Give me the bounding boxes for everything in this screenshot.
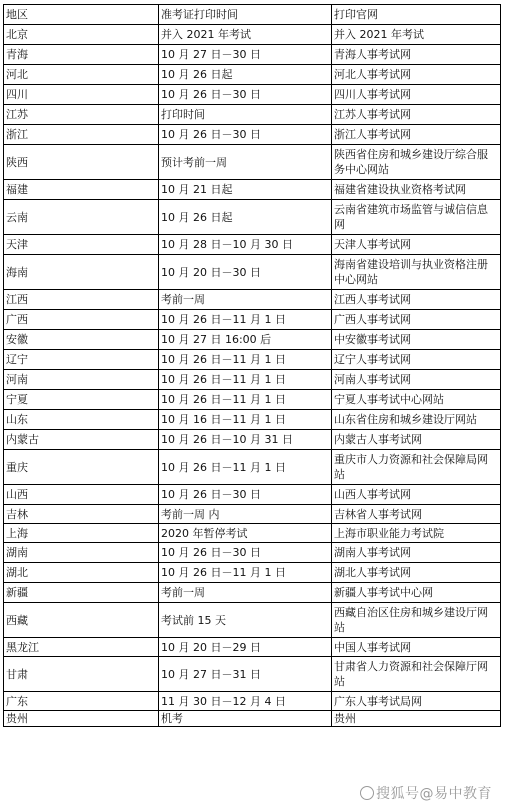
cell-print-time: 11 月 30 日－12 月 4 日 [159, 692, 332, 711]
cell-region: 安徽 [4, 330, 159, 350]
cell-print-time: 并入 2021 年考试 [159, 25, 332, 45]
exam-ticket-table-sheet [3, 4, 500, 727]
cell-official-site: 西藏自治区住房和城乡建设厅网站 [332, 603, 501, 638]
cell-print-time: 10 月 26 日起 [159, 65, 332, 85]
table-row [4, 505, 501, 524]
table-row [4, 583, 501, 603]
cell-official-site: 山西人事考试网 [332, 485, 501, 505]
cell-official-site: 云南省建筑市场监管与诚信信息网 [332, 200, 501, 235]
cell-region: 贵州 [4, 711, 159, 727]
cell-region: 西藏 [4, 603, 159, 638]
cell-print-time: 10 月 20 日－29 日 [159, 638, 332, 657]
cell-print-time: 预计考前一周 [159, 145, 332, 180]
cell-region: 重庆 [4, 450, 159, 485]
cell-print-time: 10 月 21 日起 [159, 180, 332, 200]
cell-print-time: 10 月 26 日－10 月 31 日 [159, 430, 332, 450]
cell-official-site: 新疆人事考试中心网 [332, 583, 501, 603]
cell-region: 山东 [4, 410, 159, 430]
table-row [4, 524, 501, 543]
cell-region: 福建 [4, 180, 159, 200]
table-row [4, 105, 501, 125]
cell-print-time: 机考 [159, 711, 332, 727]
cell-official-site: 河北人事考试网 [332, 65, 501, 85]
table-row [4, 330, 501, 350]
cell-region: 湖北 [4, 563, 159, 583]
cell-region: 北京 [4, 25, 159, 45]
table-row [4, 450, 501, 485]
cell-print-time: 考前一周 [159, 583, 332, 603]
table-row [4, 370, 501, 390]
cell-official-site: 吉林省人事考试网 [332, 505, 501, 524]
cell-print-time: 10 月 26 日－30 日 [159, 485, 332, 505]
table-row [4, 410, 501, 430]
cell-region: 山西 [4, 485, 159, 505]
cell-official-site: 四川人事考试网 [332, 85, 501, 105]
table-row [4, 25, 501, 45]
cell-official-site: 山东省住房和城乡建设厅网站 [332, 410, 501, 430]
cell-print-time: 10 月 26 日－11 月 1 日 [159, 390, 332, 410]
cell-print-time: 10 月 26 日起 [159, 200, 332, 235]
cell-official-site: 河南人事考试网 [332, 370, 501, 390]
cell-official-site: 上海市职业能力考试院 [332, 524, 501, 543]
table-row [4, 180, 501, 200]
cell-official-site: 浙江人事考试网 [332, 125, 501, 145]
cell-print-time: 10 月 27 日 16:00 后 [159, 330, 332, 350]
cell-region: 宁夏 [4, 390, 159, 410]
cell-official-site: 福建省建设执业资格考试网 [332, 180, 501, 200]
watermark-text: 搜狐号@易中教育 [376, 786, 492, 802]
cell-official-site: 江苏人事考试网 [332, 105, 501, 125]
cell-official-site: 中国人事考试网 [332, 638, 501, 657]
table-row [4, 485, 501, 505]
exam-ticket-table [3, 4, 501, 727]
cell-official-site: 海南省建设培训与执业资格注册中心网站 [332, 255, 501, 290]
table-row [4, 310, 501, 330]
header-region: 地区 [4, 5, 159, 25]
header-print-time: 准考证打印时间 [159, 5, 332, 25]
cell-official-site: 青海人事考试网 [332, 45, 501, 65]
table-row [4, 692, 501, 711]
table-row [4, 657, 501, 692]
cell-print-time: 10 月 26 日－30 日 [159, 85, 332, 105]
cell-official-site: 湖北人事考试网 [332, 563, 501, 583]
cell-region: 辽宁 [4, 350, 159, 370]
cell-region: 新疆 [4, 583, 159, 603]
cell-region: 广东 [4, 692, 159, 711]
cell-region: 四川 [4, 85, 159, 105]
table-row [4, 390, 501, 410]
cell-official-site: 湖南人事考试网 [332, 543, 501, 563]
table-row [4, 125, 501, 145]
cell-region: 浙江 [4, 125, 159, 145]
table-row [4, 430, 501, 450]
table-row [4, 255, 501, 290]
cell-print-time: 10 月 27 日－31 日 [159, 657, 332, 692]
table-row [4, 235, 501, 255]
cell-region: 湖南 [4, 543, 159, 563]
sohu-logo-icon [360, 786, 374, 800]
cell-official-site: 中安徽事考试网 [332, 330, 501, 350]
table-row [4, 200, 501, 235]
cell-print-time: 10 月 26 日－11 月 1 日 [159, 450, 332, 485]
cell-print-time: 10 月 27 日－30 日 [159, 45, 332, 65]
cell-region: 内蒙古 [4, 430, 159, 450]
cell-region: 甘肃 [4, 657, 159, 692]
header-official-site: 打印官网 [332, 5, 501, 25]
cell-official-site: 广西人事考试网 [332, 310, 501, 330]
cell-region: 江苏 [4, 105, 159, 125]
table-row [4, 603, 501, 638]
cell-region: 吉林 [4, 505, 159, 524]
table-row [4, 85, 501, 105]
header-row [4, 5, 501, 25]
cell-print-time: 10 月 28 日－10 月 30 日 [159, 235, 332, 255]
cell-print-time: 10 月 26 日－30 日 [159, 125, 332, 145]
table-row [4, 638, 501, 657]
cell-official-site: 甘肃省人力资源和社会保障厅网站 [332, 657, 501, 692]
cell-region: 黑龙江 [4, 638, 159, 657]
sohu-watermark [360, 783, 492, 803]
cell-region: 江西 [4, 290, 159, 310]
cell-print-time: 10 月 26 日－11 月 1 日 [159, 350, 332, 370]
cell-official-site: 辽宁人事考试网 [332, 350, 501, 370]
cell-official-site: 内蒙古人事考试网 [332, 430, 501, 450]
cell-region: 河北 [4, 65, 159, 85]
table-row [4, 350, 501, 370]
cell-official-site: 并入 2021 年考试 [332, 25, 501, 45]
cell-region: 海南 [4, 255, 159, 290]
cell-official-site: 宁夏人事考试中心网站 [332, 390, 501, 410]
cell-print-time: 打印时间 [159, 105, 332, 125]
cell-official-site: 贵州 [332, 711, 501, 727]
cell-print-time: 考试前 15 天 [159, 603, 332, 638]
cell-print-time: 10 月 20 日－30 日 [159, 255, 332, 290]
table-row [4, 145, 501, 180]
cell-region: 云南 [4, 200, 159, 235]
table-row [4, 45, 501, 65]
table-row [4, 543, 501, 563]
cell-official-site: 广东人事考试局网 [332, 692, 501, 711]
table-row [4, 711, 501, 727]
cell-print-time: 10 月 26 日－11 月 1 日 [159, 563, 332, 583]
cell-region: 天津 [4, 235, 159, 255]
cell-print-time: 考前一周 内 [159, 505, 332, 524]
cell-region: 陕西 [4, 145, 159, 180]
cell-print-time: 考前一周 [159, 290, 332, 310]
table-row [4, 65, 501, 85]
cell-official-site: 江西人事考试网 [332, 290, 501, 310]
table-row [4, 290, 501, 310]
cell-official-site: 天津人事考试网 [332, 235, 501, 255]
cell-print-time: 2020 年暂停考试 [159, 524, 332, 543]
cell-print-time: 10 月 26 日－11 月 1 日 [159, 310, 332, 330]
cell-region: 上海 [4, 524, 159, 543]
table-row [4, 563, 501, 583]
cell-print-time: 10 月 26 日－30 日 [159, 543, 332, 563]
cell-print-time: 10 月 16 日－11 月 1 日 [159, 410, 332, 430]
cell-print-time: 10 月 26 日－11 月 1 日 [159, 370, 332, 390]
cell-region: 河南 [4, 370, 159, 390]
cell-region: 广西 [4, 310, 159, 330]
cell-region: 青海 [4, 45, 159, 65]
cell-official-site: 陕西省住房和城乡建设厅综合服务中心网站 [332, 145, 501, 180]
cell-official-site: 重庆市人力资源和社会保障局网站 [332, 450, 501, 485]
